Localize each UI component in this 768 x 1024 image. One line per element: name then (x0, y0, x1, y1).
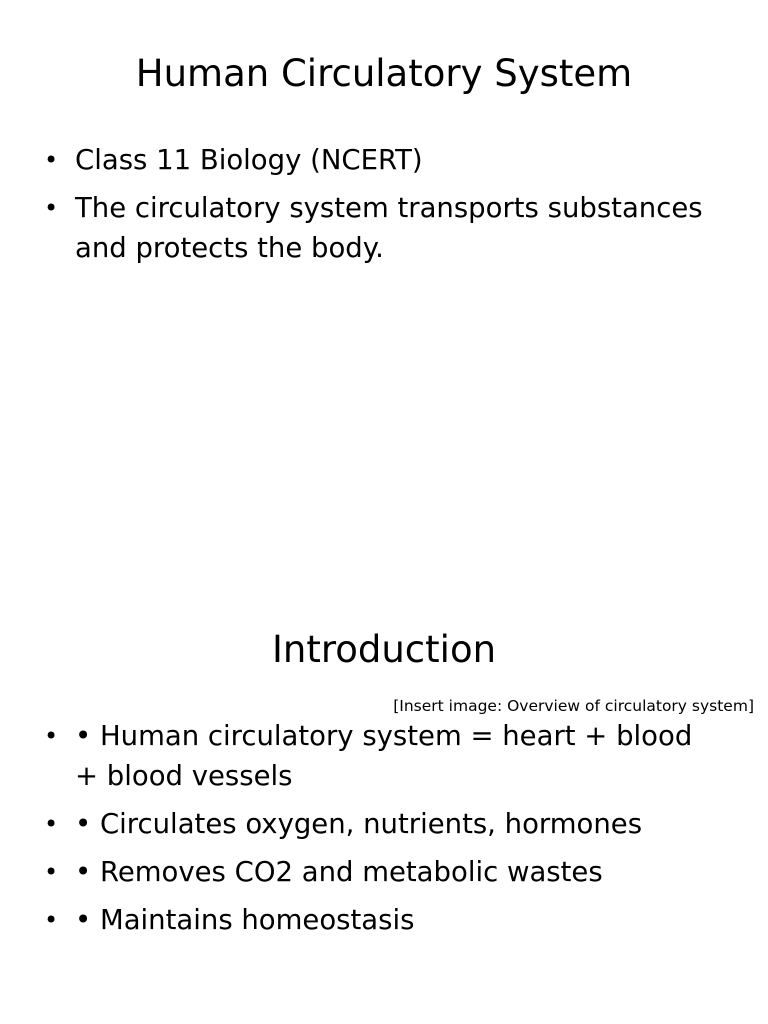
bullet-icon: • (44, 146, 59, 174)
slide-1-bullet-text: The circulatory system transports substances and protects the body. (75, 192, 703, 264)
bullet-icon: • (44, 810, 59, 838)
bullet-icon: • (44, 194, 59, 222)
slide-2-bullet-item (0, 852, 768, 892)
bullet-icon: • (44, 722, 59, 750)
slide-1-title: Human Circulatory System (135, 52, 633, 95)
slide-2-bullet-list (0, 716, 768, 948)
bullet-icon: • (44, 906, 59, 934)
slide-1-bullet-item (0, 140, 768, 180)
slide-2-bullet-item (0, 900, 768, 940)
bullet-icon: • (44, 858, 59, 886)
slide-1-bullet-text: Class 11 Biology (NCERT) (75, 144, 423, 176)
slide-2 (0, 512, 768, 1024)
slide-2-bullet-text: • Human circulatory system = heart + blood + blood vessels (75, 720, 693, 792)
image-placeholder-note: [Insert image: Overview of circulatory system] (393, 697, 754, 715)
slide-2-bullet-text: • Circulates oxygen, nutrients, hormones (75, 808, 643, 840)
slide-2-bullet-text: • Maintains homeostasis (75, 904, 415, 936)
slide-2-bullet-text: • Removes CO2 and metabolic wastes (75, 856, 603, 888)
slide-1-bullet-list (0, 140, 768, 276)
slide-2-title: Introduction (271, 628, 497, 671)
slide-2-bullet-item (0, 804, 768, 844)
slide-2-bullet-item (0, 716, 768, 796)
slide-1-bullet-item (0, 188, 768, 268)
